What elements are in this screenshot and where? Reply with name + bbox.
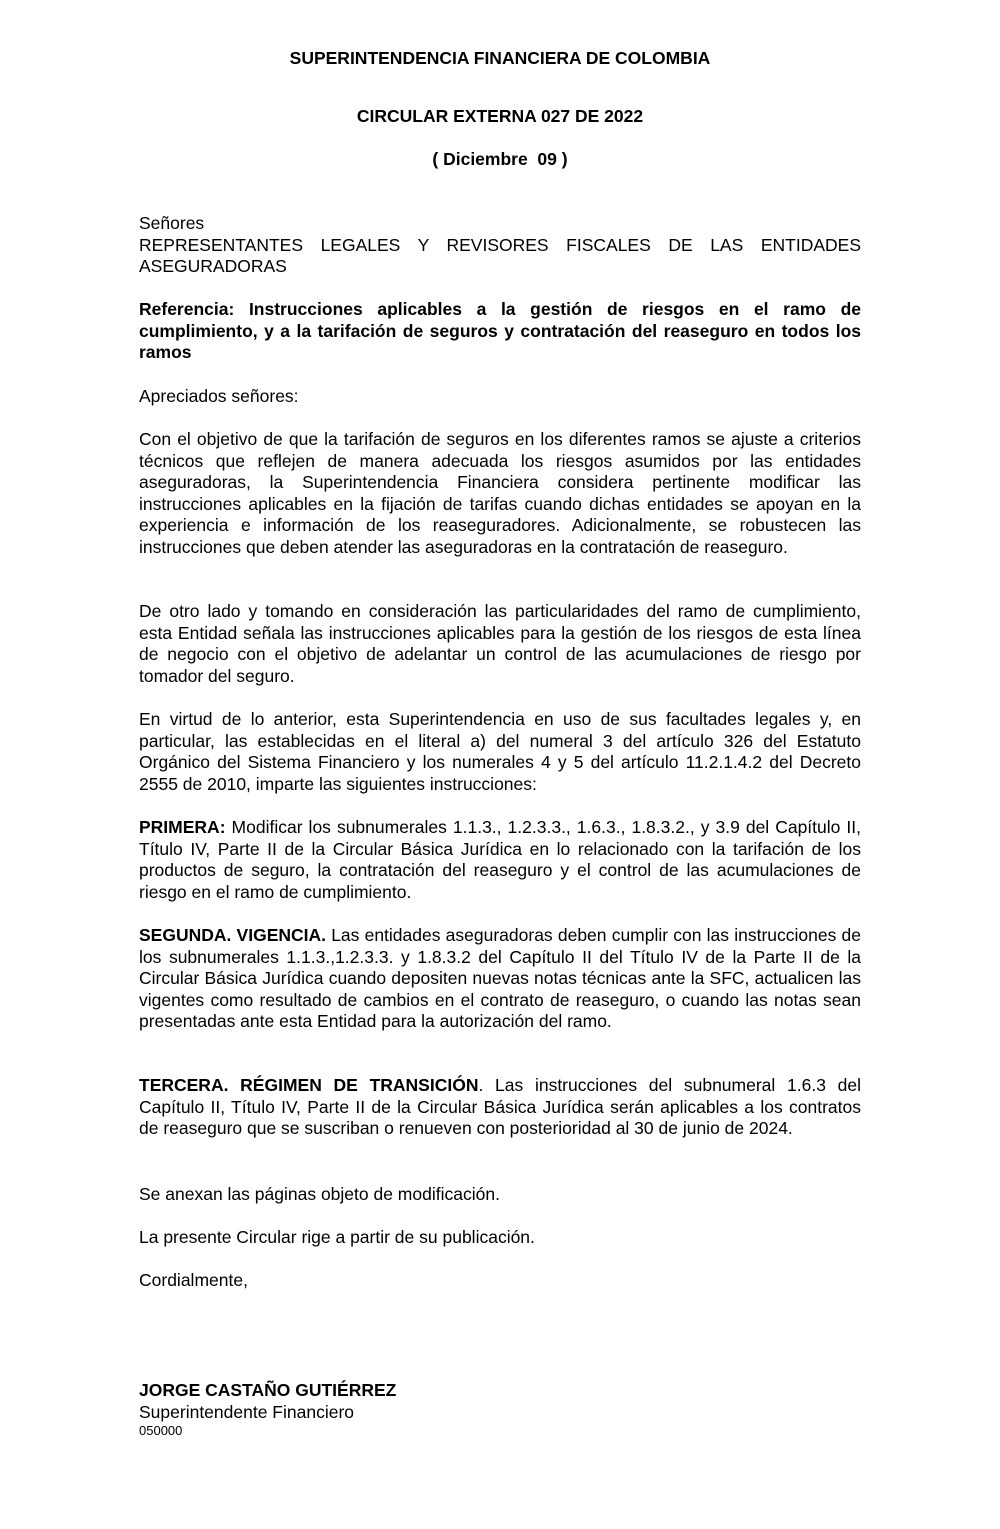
greeting: Apreciados señores:	[139, 386, 299, 406]
effective-note: La presente Circular rige a partir de su publicación.	[139, 1227, 535, 1247]
instruction-tercera	[139, 1075, 861, 1140]
addressee-block	[139, 213, 861, 278]
instruction-segunda	[139, 925, 861, 1033]
paragraph-1: Con el objetivo de que la tarifación de seguros en los diferentes ramos se ajuste a criterios técnicos que reflejen de manera adecuada los riesgos asumidos por las entidades aseguradoras, la Superintendencia Financiera considera pertinente modificar las instrucciones aplicables en la fijación de tarifas cuando dichas entidades se apoyan en la experiencia e información de los reaseguradores. Adicionalmente, se robustecen las instrucciones que deben atender las aseguradoras en la contratación de reaseguro.	[139, 429, 861, 557]
document-code: 050000	[139, 1423, 183, 1438]
tercera-label: TERCERA. RÉGIMEN DE TRANSICIÓN	[139, 1075, 479, 1095]
farewell: Cordialmente,	[139, 1270, 248, 1290]
segunda-text: Las entidades aseguradoras deben cumplir con las instrucciones de los subnumerales 1.1.3.,1.2.3.3. y 1.8.3.2 del Capítulo II del Título IV de la Parte II de la Circular Básica Jurídica cuando depositen nuevas notas técnicas ante la SFC, actualicen las vigentes como resultado de cambios en el contrato de reaseguro, o cuando las notas sean presentadas ante esta Entidad para la autorización del ramo.	[139, 925, 861, 1031]
signature-block	[139, 1380, 861, 1439]
salutation-line: Señores	[139, 213, 205, 233]
institution-heading: SUPERINTENDENCIA FINANCIERA DE COLOMBIA	[289, 48, 711, 68]
segunda-label: SEGUNDA. VIGENCIA.	[139, 925, 327, 945]
recipients: REPRESENTANTES LEGALES Y REVISORES FISCALES DE LAS ENTIDADES ASEGURADORAS	[139, 234, 861, 276]
signatory-position: Superintendente Financiero	[139, 1401, 355, 1422]
primera-text: Modificar los subnumerales 1.1.3., 1.2.3.3., 1.6.3., 1.8.3.2., y 3.9 del Capítulo II, Título IV, Parte II de la Circular Básica Jurídica en lo relacionado con la tarifación de los productos de seguro, la contratación del reaseguro y el control de las acumulaciones de riesgo en el ramo de cumplimiento.	[139, 817, 861, 902]
instruction-primera	[139, 817, 861, 903]
paragraph-3: En virtud de lo anterior, esta Superintendencia en uso de sus facultades legales y, en particular, las establecidas en el literal a) del numeral 3 del artículo 326 del Estatuto Orgánico del Sistema Financiero y los numerales 4 y 5 del artículo 11.2.1.4.2 del Decreto 2555 de 2010, imparte las siguientes instrucciones:	[139, 709, 861, 794]
signatory-name: JORGE CASTAÑO GUTIÉRREZ	[139, 1380, 397, 1400]
paragraph-2: De otro lado y tomando en consideración las particularidades del ramo de cumplimiento, esta Entidad señala las instrucciones aplicables para la gestión de los riesgos de esta línea de negocio con el objetivo de adelantar un control de las acumulaciones de riesgo por tomador del seguro.	[139, 601, 861, 686]
annex-note: Se anexan las páginas objeto de modificación.	[139, 1184, 500, 1204]
reference: Referencia: Instrucciones aplicables a la gestión de riesgos en el ramo de cumplimiento, y a la tarifación de seguros y contratación del reaseguro en todos los ramos	[139, 299, 861, 362]
primera-label: PRIMERA:	[139, 817, 226, 837]
circular-title: CIRCULAR EXTERNA 027 DE 2022	[356, 106, 644, 126]
circular-date: ( Diciembre 09 )	[432, 149, 568, 169]
tercera-text: . Las instrucciones del subnumeral 1.6.3 del Capítulo II, Título IV, Parte II de la Circular Básica Jurídica serán aplicables a los contratos de reaseguro que se suscriban o renueven con posterioridad al 30 de junio de 2024.	[139, 1075, 861, 1138]
